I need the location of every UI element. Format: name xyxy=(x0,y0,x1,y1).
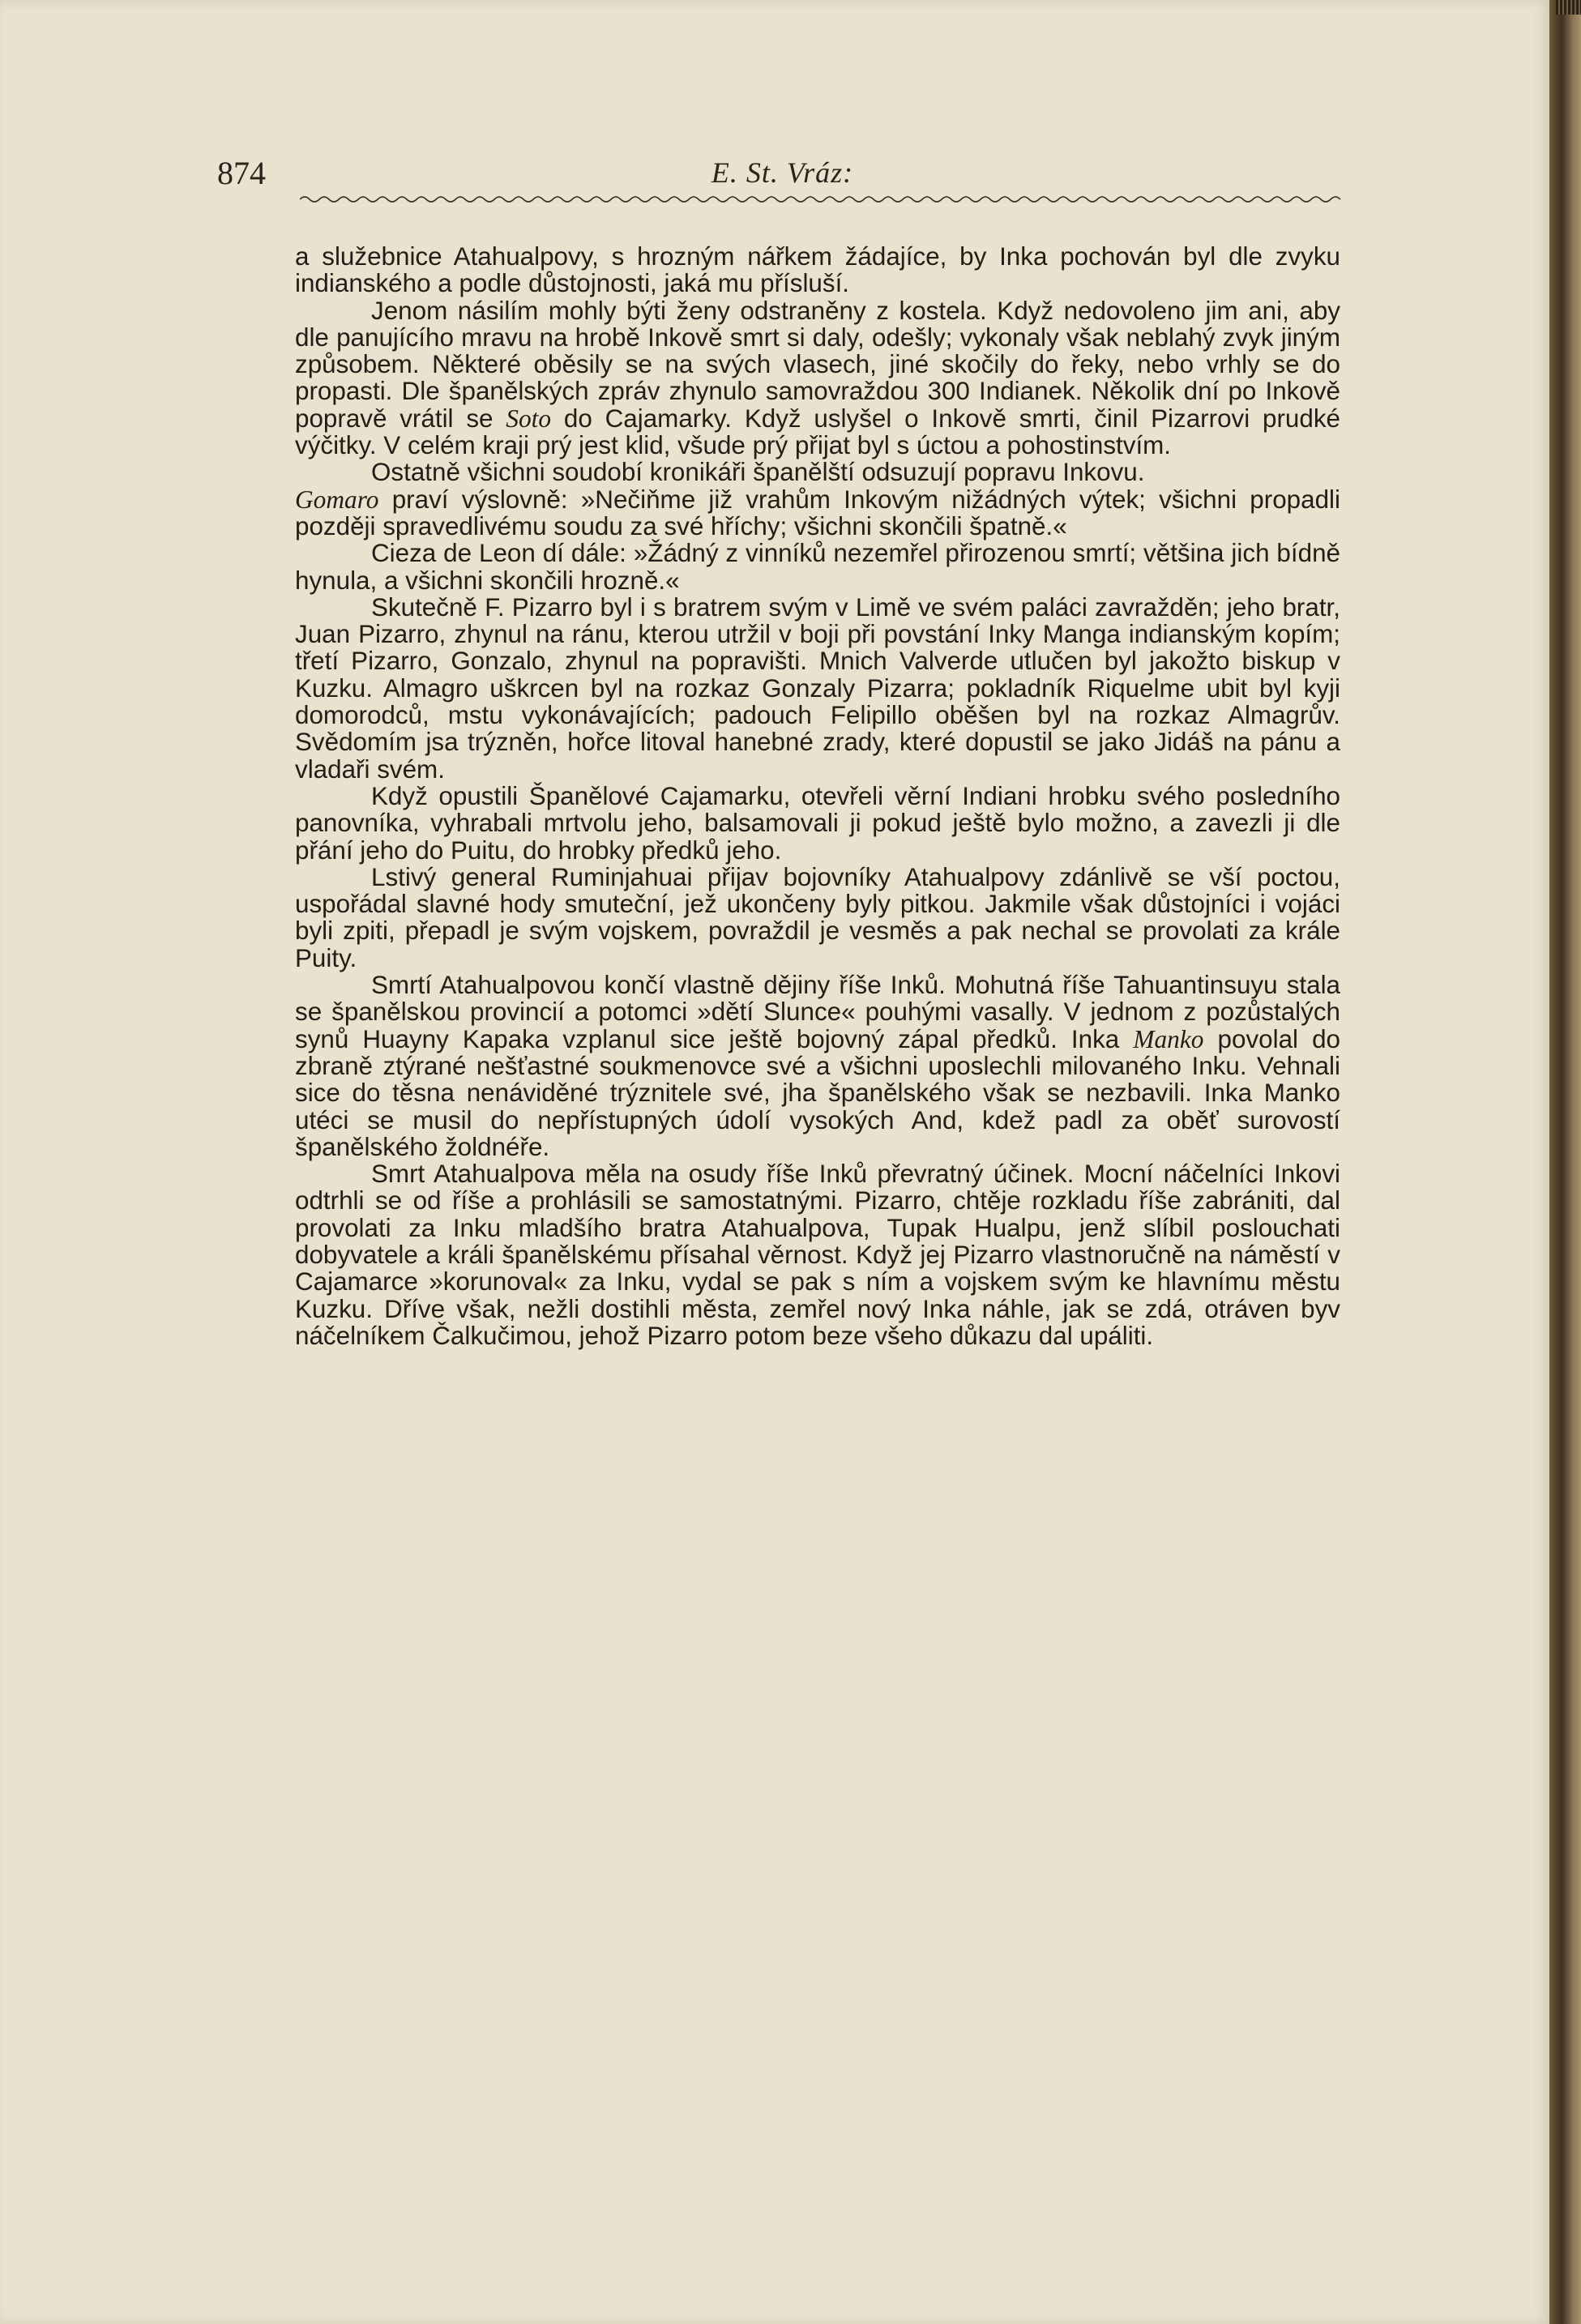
paragraph-10: Smrt Atahualpova měla na osudy říše Inků převratný účinek. Mocní náčelníci Inkovi odtrhli se od říše a prohlásili se samostatnými. Pizarro, chtěje rozkladu říše zabrániti, dal provolati za Inku mladšího bratra Atahualpova, Tupak Hualpu, jenž slíbil poslouchati dobyvatele a králi španělskému přísahal věrnost. Když jej Pizarro vlastnoručně na náměstí v Cajamarce »korunoval« za Inku, vydal se pak s ním a vojskem svým ke hlavnímu městu Kuzku. Dříve však, nežli dostihli města, zemřel nový Inka náhle, jak se zdá, otráven byv náčelníkem Čalkučimou, jehož Pizarro potom beze všeho důkazu dal upáliti. xyxy=(295,1160,1340,1350)
book-spine-top xyxy=(1556,0,1581,15)
body-text xyxy=(295,243,1340,1349)
paragraph-1: a služebnice Atahualpovy, s hrozným nářkem žádajíce, by Inka pochován byl dle zvyku indianského a podle důstojnosti, jaká mu přísluší. xyxy=(295,242,1340,298)
paragraph-5: Cieza de Leon dí dále: »Žádný z vinníků nezemřel přirozenou smrtí; většina jich bídně hynula, a všichni skončili hrozně.« xyxy=(295,539,1340,595)
paragraph-9: Smrtí Atahualpovou končí vlastně dějiny říše Inků. Mohutná říše Tahuantinsuyu stala se španělskou provincií a potomci »dětí Slunce« pouhými vasally. V jednom z pozůstalých synů Huayny Kapaka vzplanul sice ještě bojovný zápal předků. Inka Manko povolal do zbraně ztýrané nešťastné soukmenovce své a všichni uposlechli milovaného Inku. Vehnali sice do těsna nenáviděné trýznitele své, jha španělského však se nezbavili. Inka Manko utéci se musil do nepřístupných údolí vysokých And, kdež padl za oběť surovostí španělského žoldnéře. xyxy=(295,971,1340,1161)
emphasis-gomaro: Gomaro xyxy=(295,485,379,514)
paragraph-4: Gomaro praví výslovně: »Nečiňme již vrahům Inkovým nižádných výtek; všichni propadli později spravedlivému soudu za své hříchy; všichni skončili špatně.« xyxy=(295,485,1340,540)
running-head: E. St. Vráz: xyxy=(711,156,854,189)
header-ornament-rule xyxy=(300,193,1341,204)
emphasis-soto: Soto xyxy=(506,404,552,433)
paragraph-3: Ostatně všichni soudobí kronikáři španělští odsuzují popravu Inkovu. xyxy=(371,458,1145,487)
page-number: 874 xyxy=(217,155,266,191)
emphasis-manko: Manko xyxy=(1133,1024,1204,1053)
paragraph-2: Jenom násilím mohly býti ženy odstraněny z kostela. Když nedovoleno jim ani, aby dle panujícího mravu na hrobě Inkově smrt si daly, odešly; vykonaly však neblahý zvyk jiným způsobem. Některé oběsily se na svých vlasech, jiné skočily do řeky, nebo vrhly se do propasti. Dle španělských zpráv zhynulo samovraždou 300 Indianek. Několik dní po Inkově popravě vrátil se Soto do Cajamarky. Když uslyšel o Inkově smrti, činil Pizarrovi prudké výčitky. V celém kraji prý jest klid, všude prý přijat byl s úctou a pohostinstvím. xyxy=(295,296,1340,460)
paragraph-8: Lstivý general Ruminjahuai přijav bojovníky Atahualpovy zdánlivě se vší poctou, uspořádal slavné hody smuteční, jež ukončeny byly pitkou. Jakmile však důstojníci i vojáci byli zpiti, přepadl je svým vojskem, povraždil je vesměs a pak nechal se provolati za krále Puity. xyxy=(295,862,1340,972)
book-spine-edge xyxy=(1549,0,1581,2324)
paragraph-6: Skutečně F. Pizarro byl i s bratrem svým v Limě ve svém paláci zavražděn; jeho bratr, Juan Pizarro, zhynul na ránu, kterou utržil v boji při povstání Inky Manga indianským kopím; třetí Pizarro, Gonzalo, zhynul na popravišti. Mnich Valverde utlučen byl jakožto biskup v Kuzku. Almagro uškrcen byl na rozkaz Gonzaly Pizarra; pokladník Riquelme ubit byl kyji domorodců, mstu vykonávajících; padouch Felipillo oběšen byl na rozkaz Almagrův. Svědomím jsa trýzněn, hořce litoval hanebné zrady, které dopustil se jako Jidáš na pánu a vladaři svém. xyxy=(295,592,1340,784)
paragraph-7: Když opustili Španělové Cajamarku, otevřeli věrní Indiani hrobku svého posledního panovníka, vyhrabali mrtvolu jeho, balsamovali ji pokud ještě bylo možno, a zavezli ji dle přání jeho do Puitu, do hrobky předků jeho. xyxy=(295,781,1340,865)
